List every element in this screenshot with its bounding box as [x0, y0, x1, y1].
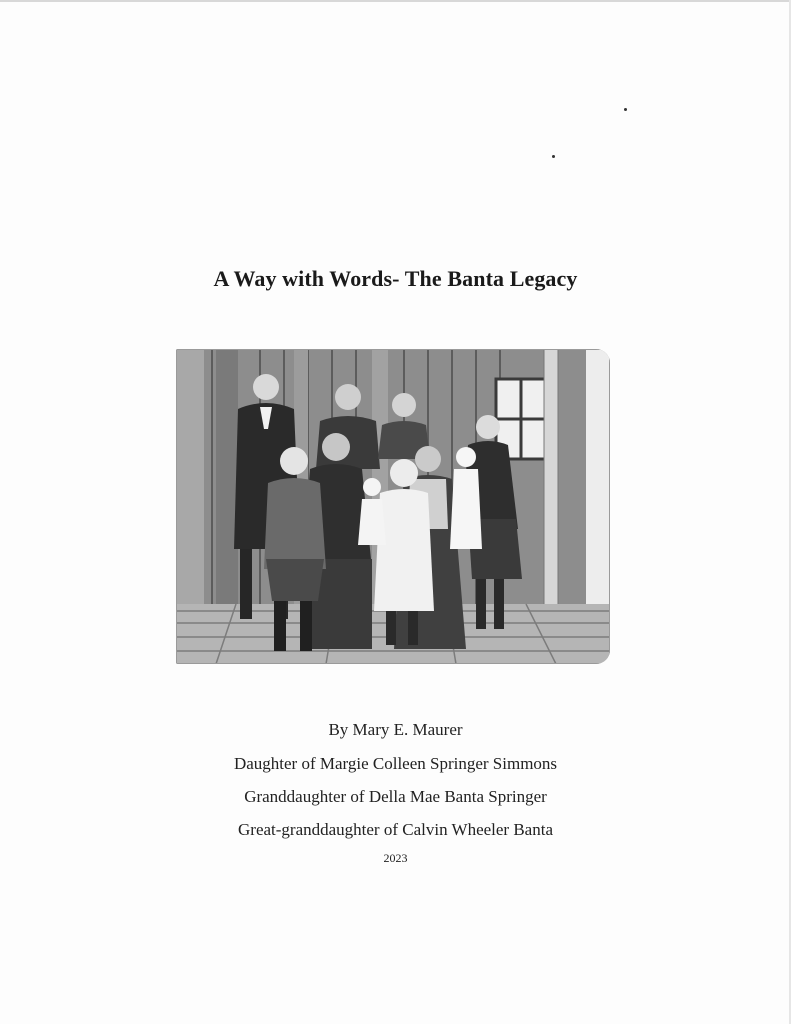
scan-speck [624, 108, 627, 111]
author-line: By Mary E. Maurer [328, 720, 463, 739]
scan-speck [552, 155, 555, 158]
publication-year: 2023 [383, 851, 408, 865]
lineage-line-granddaughter: Granddaughter of Della Mae Banta Springer [244, 787, 547, 806]
family-photograph [176, 349, 610, 664]
lineage-line-daughter: Daughter of Margie Colleen Springer Simmons [233, 754, 558, 773]
document-title: A Way with Words- The Banta Legacy [213, 266, 578, 291]
scan-top-edge [0, 0, 791, 2]
lineage-line-great-granddaughter: Great-granddaughter of Calvin Wheeler Banta [238, 820, 553, 839]
